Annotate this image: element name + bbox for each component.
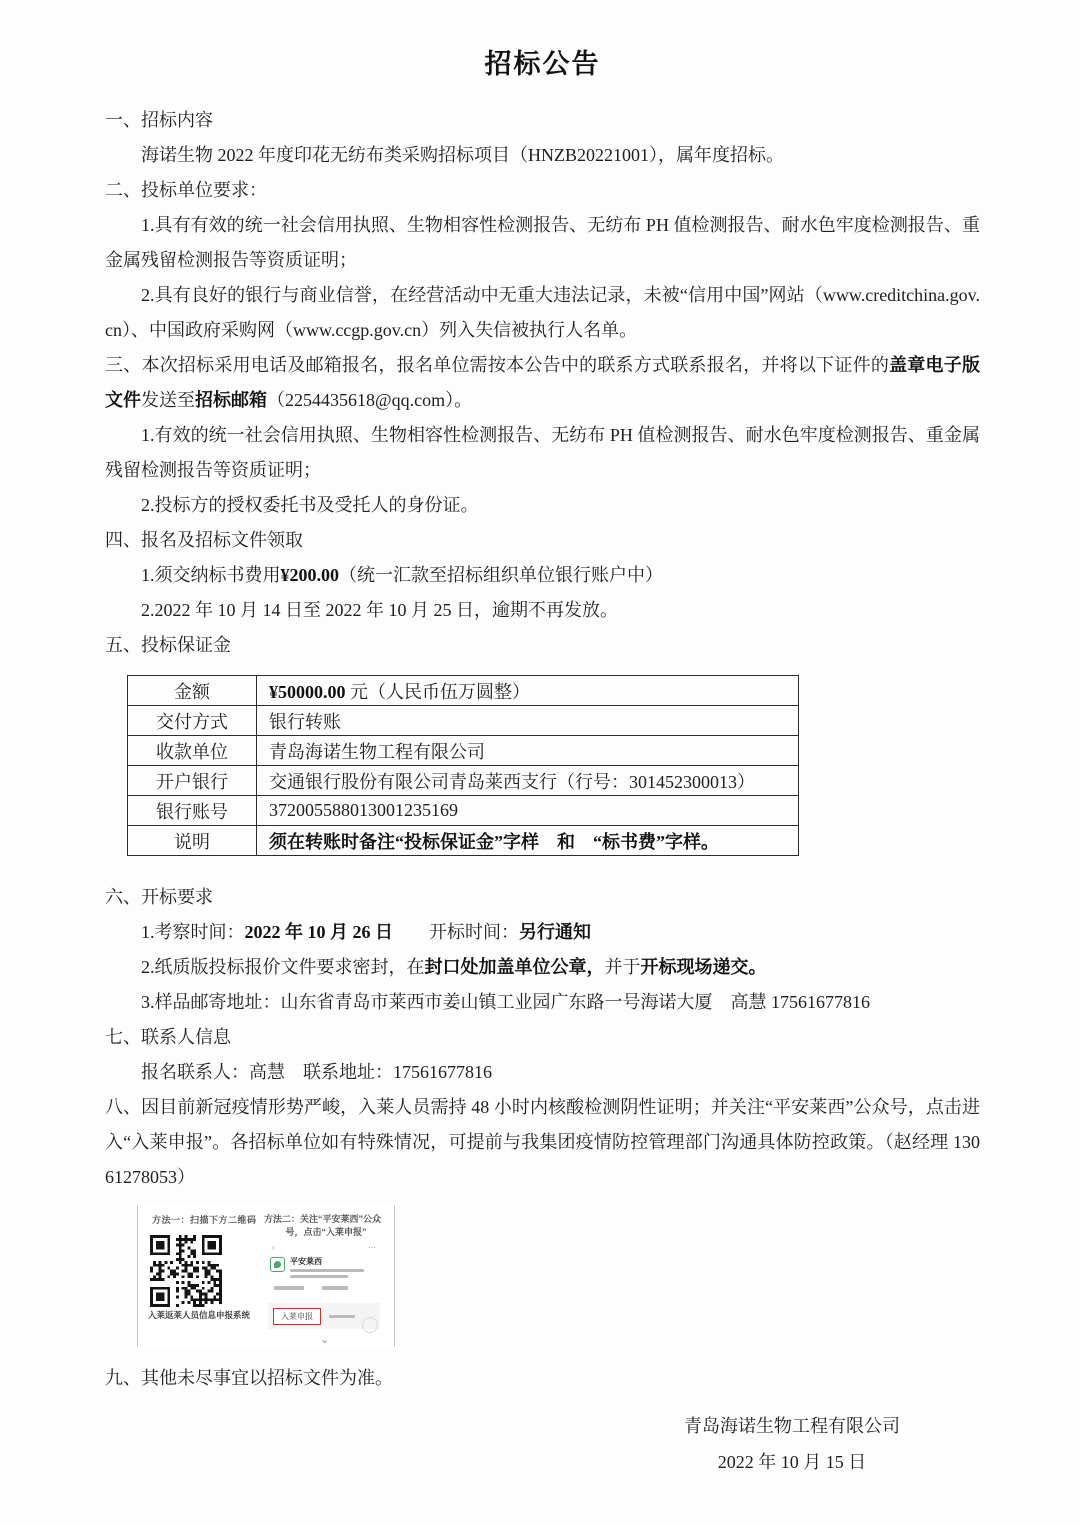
section-9-body — [105, 1361, 980, 1396]
section-6-item-1 — [105, 915, 980, 950]
back-icon: ‹ — [272, 1243, 275, 1252]
text-run: 五、投标保证金 — [105, 635, 231, 655]
method1-caption: 入莱返莱人员信息申报系统 — [148, 1310, 251, 1320]
qr-code-image — [150, 1235, 222, 1307]
text-run: 招标邮箱 — [195, 390, 267, 410]
row-label: 开户银行 — [128, 766, 257, 796]
signature-company: 青岛海诺生物工程有限公司 — [684, 1416, 900, 1436]
table-row — [128, 766, 799, 796]
wechat-account-mock — [268, 1243, 380, 1335]
text-run: 1.考察时间： — [141, 922, 245, 942]
text-run: 二、投标单位要求： — [105, 180, 267, 200]
signature-block — [622, 1408, 962, 1480]
pandemic-notice-screenshot — [137, 1205, 395, 1347]
section-2-item-1 — [105, 208, 980, 278]
section-6-heading — [105, 880, 980, 915]
text-run: 须在转账时备注“投标保证金”字样 和 “标书费”字样。 — [269, 831, 719, 852]
signature-date: 2022 年 10 月 15 日 — [717, 1452, 867, 1472]
text-run: 三、本次招标采用电话及邮箱报名，报名单位需按本公告中的联系方式联系报名，并将以下证件的 — [105, 355, 890, 375]
text-run: 1.须交纳标书费用 — [141, 565, 281, 585]
text-run: 八、因目前新冠疫情形势严峻，入莱人员需持 48 小时内核酸检测阴性证明；并关注“平安莱西”公众号，点击进入“入莱申报”。各招标单位如有特殊情况，可提前与我集团疫情防控管理部门沟通具体防控政策。（赵经理 13061278053） — [105, 1097, 980, 1187]
text-run: 四、报名及招标文件领取 — [105, 530, 303, 550]
section-6-item-3 — [105, 985, 980, 1020]
table-row — [128, 796, 799, 826]
text-run: 盖章电子版文件 — [105, 355, 980, 410]
bid-bond-table — [127, 675, 799, 856]
table-row — [128, 676, 799, 706]
method2-title-line1: 方法二：关注“平安莱西”公众 — [264, 1214, 382, 1224]
text-run: 九、其他未尽事宜以招标文件为准。 — [105, 1368, 393, 1388]
account-desc-line — [290, 1269, 364, 1272]
account-link — [322, 1286, 348, 1290]
watermark-circle — [362, 1317, 378, 1333]
report-row-label — [329, 1315, 355, 1318]
text-run: 1.有效的统一社会信用执照、生物相容性检测报告、无纺布 PH 值检测报告、耐水色牢度检测报告、重金属残留检测报告等资质证明； — [105, 425, 980, 480]
row-value — [257, 706, 799, 736]
text-run: 六、开标要求 — [105, 887, 213, 907]
text-run: 元（人民币伍万圆整） — [345, 681, 530, 702]
account-info — [290, 1257, 364, 1278]
account-link — [274, 1286, 304, 1290]
section-4-heading — [105, 523, 980, 558]
rulai-report-button[interactable]: 入莱申报 — [273, 1308, 321, 1325]
text-run: 开标时间： — [393, 922, 519, 942]
document-title: 招标公告 — [484, 49, 601, 79]
section-1-body — [105, 138, 980, 173]
account-name: 平安莱西 — [290, 1257, 322, 1266]
row-label: 交付方式 — [128, 706, 257, 736]
table-row — [128, 826, 799, 856]
more-icon: ⋯ — [368, 1243, 376, 1252]
method2-title-line2: 号，点击“入莱申报” — [285, 1227, 367, 1237]
report-row — [268, 1303, 380, 1329]
document-body-top — [105, 103, 980, 663]
text-run: 并于 — [604, 957, 641, 977]
document-body-bottom — [105, 1361, 980, 1396]
section-4-item-1 — [105, 558, 980, 593]
row-label: 说明 — [128, 826, 257, 856]
row-value — [257, 736, 799, 766]
section-2-heading — [105, 173, 980, 208]
section-3-heading — [105, 348, 980, 418]
text-run: 1.具有有效的统一社会信用执照、生物相容性检测报告、无纺布 PH 值检测报告、耐水色牢度检测报告、重金属残留检测报告等资质证明； — [105, 215, 980, 270]
section-8-body — [105, 1090, 980, 1195]
row-value — [257, 766, 799, 796]
text-run: 交通银行股份有限公司青岛莱西支行（行号：301452300013） — [269, 771, 755, 792]
text-run: 海诺生物 2022 年度印花无纺布类采购招标项目（HNZB20221001），属年度招标。 — [141, 145, 784, 165]
row-label: 银行账号 — [128, 796, 257, 826]
section-2-item-2 — [105, 278, 980, 348]
text-run: （统一汇款至招标组织单位银行账户中） — [339, 565, 663, 585]
pinganlaixi-logo-icon — [270, 1257, 285, 1272]
row-value — [257, 826, 799, 856]
section-3-item-1 — [105, 418, 980, 488]
text-run: 2.纸质版投标报价文件要求密封，在 — [141, 957, 425, 977]
section-4-item-2 — [105, 593, 980, 628]
table-row — [128, 736, 799, 766]
account-desc-line — [290, 1275, 348, 1278]
text-run: 一、招标内容 — [105, 110, 213, 130]
text-run: 2.投标方的授权委托书及受托人的身份证。 — [141, 495, 479, 515]
method1-title: 方法一：扫描下方二维码 — [152, 1215, 257, 1225]
row-value — [257, 676, 799, 706]
account-links-row — [274, 1286, 378, 1290]
text-run: （2254435618@qq.com）。 — [267, 390, 473, 410]
text-run: 2.具有良好的银行与商业信誉，在经营活动中无重大违法记录，未被“信用中国”网站（www.creditchina.gov.cn）、中国政府采购网（www.ccgp.gov.cn）列入失信被执行人名单。 — [105, 285, 980, 340]
section-6-item-2 — [105, 950, 980, 985]
text-run: 发送至 — [141, 390, 195, 410]
text-run: 青岛海诺生物工程有限公司 — [269, 741, 485, 762]
section-7-body — [105, 1055, 980, 1090]
text-run: 3.样品邮寄地址：山东省青岛市莱西市姜山镇工业园广东路一号海诺大厦 高慧 17561677816 — [141, 992, 870, 1012]
text-run: ¥50000.00 — [269, 681, 346, 702]
chevron-down-icon: ⌄ — [320, 1334, 330, 1346]
text-run: 2.2022 年 10 月 14 日至 2022 年 10 月 25 日，逾期不再发放。 — [141, 600, 618, 620]
text-run: 报名联系人：高慧 联系地址：17561677816 — [141, 1062, 492, 1082]
text-run: 七、联系人信息 — [105, 1027, 231, 1047]
row-label: 收款单位 — [128, 736, 257, 766]
text-run: ¥200.00 — [280, 565, 339, 585]
section-5-heading — [105, 628, 980, 663]
phone-nav-bar — [268, 1243, 380, 1252]
row-value — [257, 796, 799, 826]
section-7-heading — [105, 1020, 980, 1055]
document-body-mid — [105, 880, 980, 1195]
text-run: 另行通知 — [519, 922, 591, 942]
table-row — [128, 706, 799, 736]
row-label: 金额 — [128, 676, 257, 706]
text-run: 封口处加盖单位公章， — [424, 957, 605, 977]
text-run: 2022 年 10 月 26 日 — [244, 922, 393, 942]
text-run: 银行转账 — [269, 711, 341, 732]
account-row — [270, 1257, 378, 1278]
section-3-item-2 — [105, 488, 980, 523]
text-run: 372005588013001235169 — [269, 800, 458, 820]
method2-title — [264, 1213, 388, 1239]
section-1-heading — [105, 103, 980, 138]
text-run: 开标现场递交。 — [640, 957, 767, 977]
